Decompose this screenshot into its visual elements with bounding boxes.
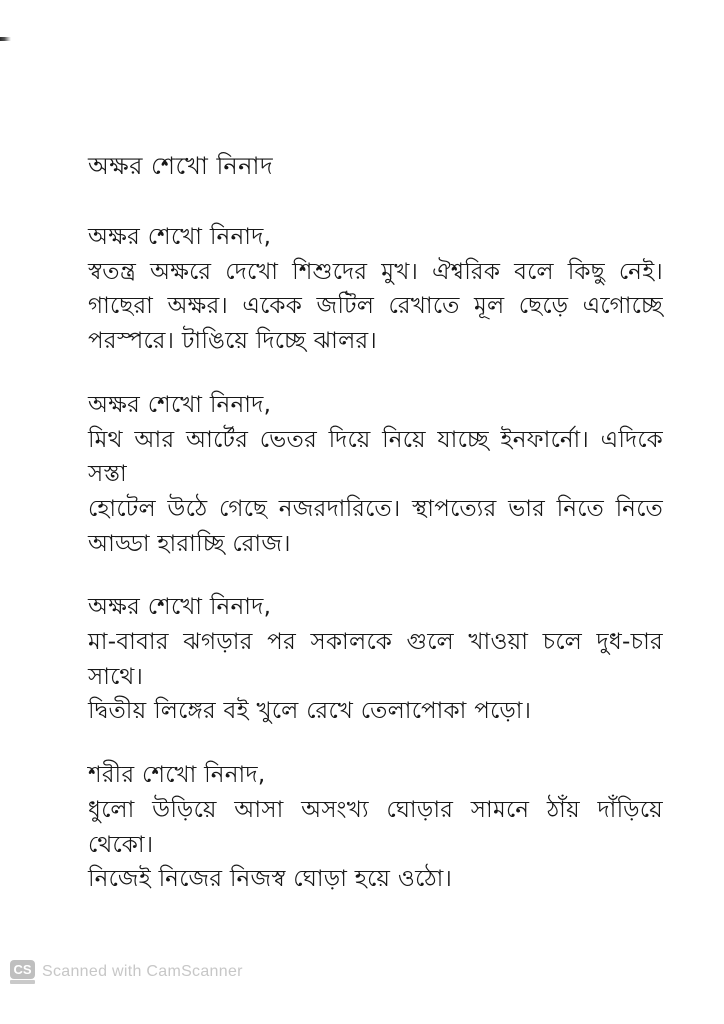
- poem-line: অক্ষর শেখো নিনাদ,: [88, 594, 272, 621]
- poem-line: মিথ আর আর্টের ভেতর দিয়ে নিয়ে যাচ্ছে ইনফার্নো। এদিকে সস্তা: [88, 426, 663, 488]
- camscanner-logo-bar: [10, 980, 35, 984]
- poem-title: অক্ষর শেখো নিনাদ: [88, 152, 274, 180]
- stanza-4: [88, 758, 663, 897]
- poem-line: গাছেরা অক্ষর। একেক জটিল রেখাতে মূল ছেড়ে এগোচ্ছে: [88, 293, 663, 320]
- camscanner-label: Scanned with CamScanner: [42, 963, 243, 980]
- poem-line: পরস্পরে। টাঙিয়ে দিচ্ছে ঝালর।: [88, 328, 378, 355]
- poem-line: অক্ষর শেখো নিনাদ,: [88, 391, 272, 418]
- poem-content: [88, 148, 663, 926]
- scan-artifact: [0, 37, 11, 41]
- poem-line: নিজেই নিজের নিজস্ব ঘোড়া হয়ে ওঠো।: [88, 866, 453, 893]
- poem-line: অক্ষর শেখো নিনাদ,: [88, 224, 272, 250]
- camscanner-watermark: [10, 960, 243, 985]
- stanza-2: [88, 388, 663, 562]
- stanza-1: [88, 220, 663, 359]
- camscanner-logo-icon: [10, 960, 35, 985]
- poem-line: ধুলো উড়িয়ে আসা অসংখ্য ঘোড়ার সামনে ঠাঁয় দাঁড়িয়ে থেকো।: [88, 796, 663, 858]
- poem-line: আড্ডা হারাচ্ছি রোজ।: [88, 530, 291, 557]
- camscanner-logo-text: CS: [10, 960, 35, 979]
- poem-line: দ্বিতীয় লিঙ্গের বই খুলে রেখে তেলাপোকা পড়ো।: [88, 698, 532, 725]
- stanza-3: [88, 590, 663, 729]
- poem-line: হোটেল উঠে গেছে নজরদারিতে। স্থাপত্যের ভার নিতে নিতে: [88, 495, 663, 522]
- poem-line: শরীর শেখো নিনাদ,: [88, 762, 266, 789]
- poem-line: মা-বাবার ঝগড়ার পর সকালকে গুলে খাওয়া চলে দুধ-চার সাথে।: [88, 629, 663, 690]
- poem-line: স্বতন্ত্র অক্ষরে দেখো শিশুদের মুখ। ঐশ্বরিক বলে কিছু নেই।: [88, 258, 663, 285]
